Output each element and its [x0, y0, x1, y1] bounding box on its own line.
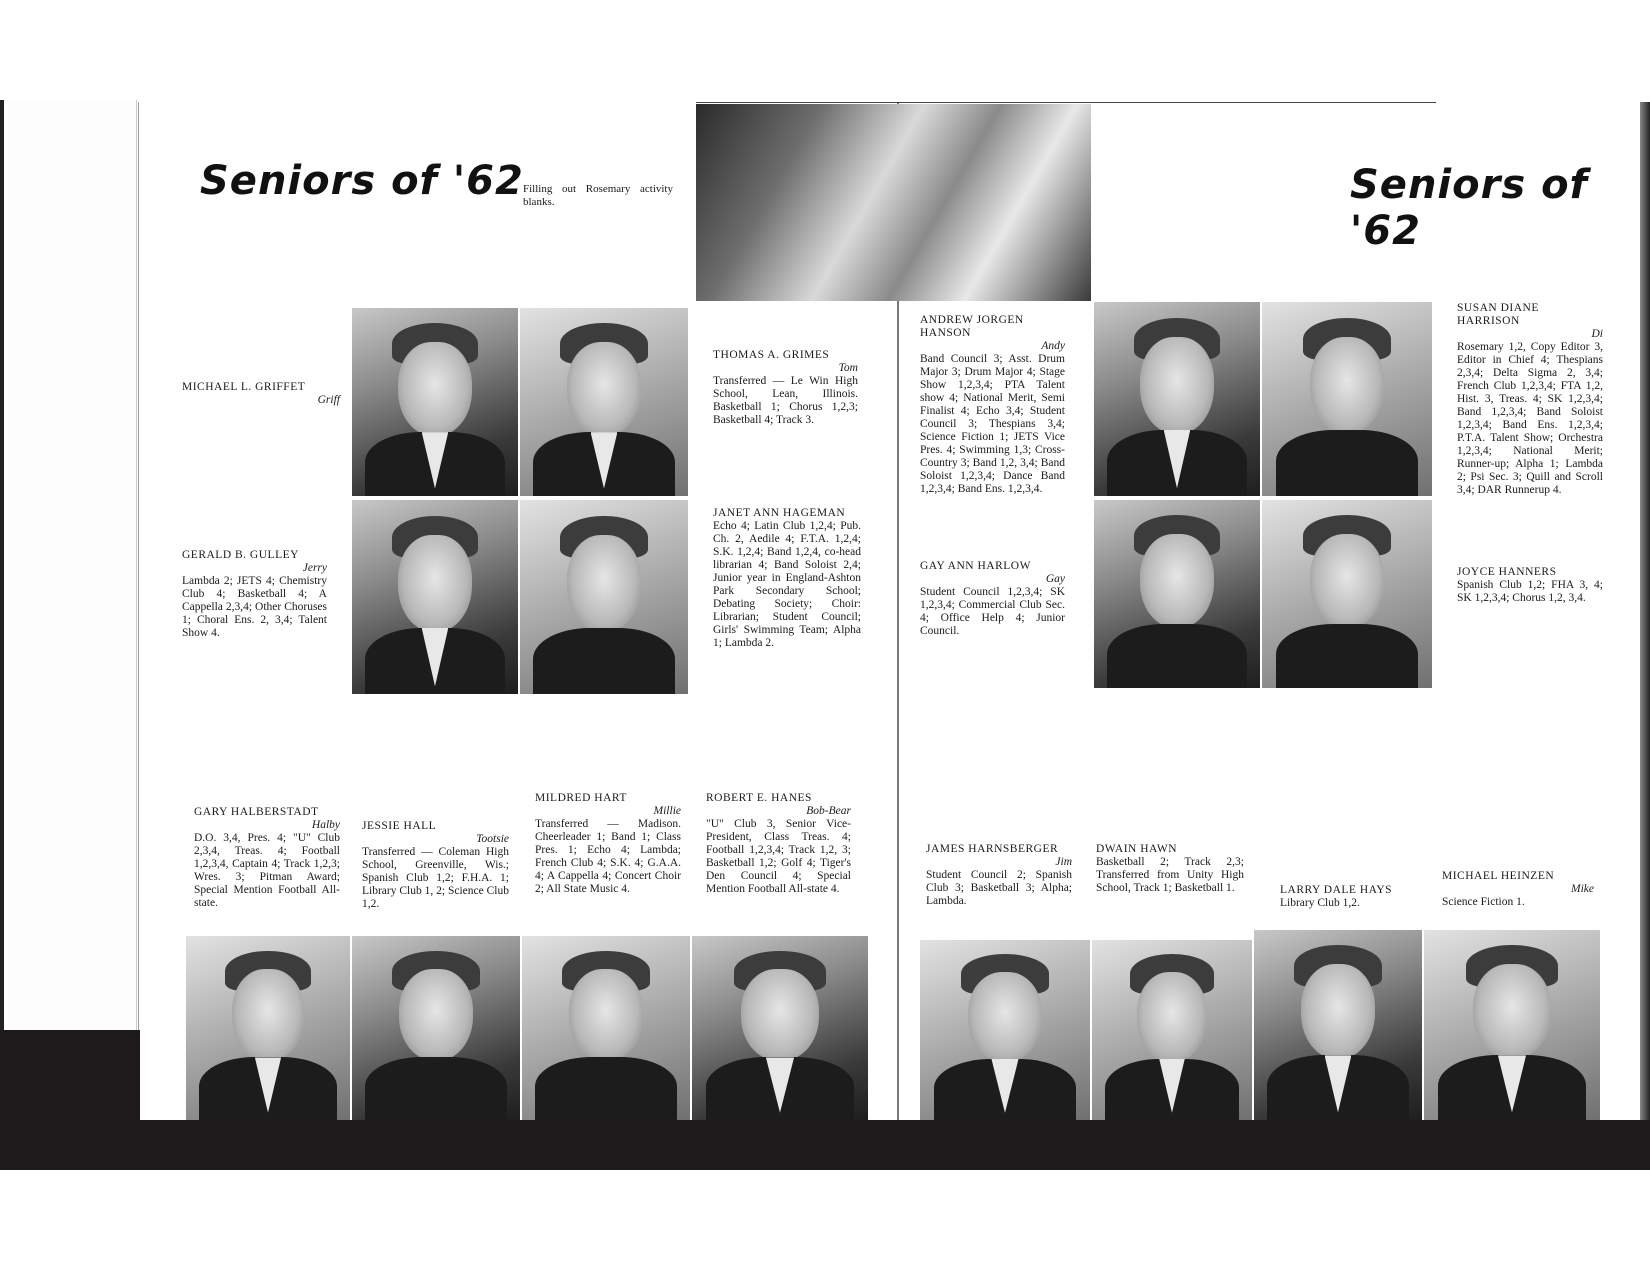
senior-activities: Basketball 2; Track 2,3; Transferred from Unity High School, Track 1; Basketball 1.	[1096, 856, 1244, 894]
senior-name: JAMES HARNSBERGER	[926, 843, 1059, 855]
senior-entry	[1096, 843, 1244, 895]
senior-name: MICHAEL L. GRIFFET	[182, 381, 306, 393]
senior-nickname: Gay	[1045, 573, 1065, 585]
candid-photo-caption: Filling out Rosemary activity blanks.	[523, 183, 673, 208]
senior-nickname: Di	[1591, 328, 1603, 340]
senior-activities: "U" Club 3, Senior Vice-President, Class Treas. 4; Football 1,2,3,4; Track 1,2, 3; Basketball 1,2; Golf 4; Tiger's Den Council 4; Special Mention Football All-state 4.	[706, 818, 851, 895]
senior-entry	[535, 792, 681, 896]
portrait-hall	[352, 936, 520, 1120]
senior-nickname: Bob-Bear	[806, 805, 851, 817]
senior-nickname: Tom	[838, 362, 858, 374]
senior-entry	[362, 820, 509, 911]
senior-name: GARY HALBERSTADT	[194, 806, 319, 818]
portrait-hays	[1254, 930, 1422, 1120]
scan-background	[0, 1120, 1650, 1170]
candid-photo	[696, 104, 1091, 301]
senior-entry	[713, 349, 858, 427]
portrait-grimes	[520, 308, 688, 496]
senior-name: JANET ANN HAGEMAN	[713, 507, 846, 519]
senior-name: JOYCE HANNERS	[1457, 566, 1557, 578]
previous-page-edge	[8, 100, 137, 1040]
senior-nickname: Griff	[317, 394, 340, 406]
senior-activities: Band Council 3; Asst. Drum Major 3; Drum Major 4; Stage Show 1,2,3,4; PTA Talent show 4; National Merit, Semi Finalist 4; Echo 3,4; Student Council 3; Thespians 3,4; Science Fiction 1; JETS Vice Pres. 4; Swimming 1,3; Cross-Country 3; Band 1,2, 3,4; Band Soloist 1,2,3,4; Dance Band 1,2,3,4; Band Ens. 1,2,3,4.	[920, 353, 1065, 495]
senior-name: MILDRED HART	[535, 792, 627, 804]
portrait-harnsberger	[920, 940, 1090, 1120]
senior-nickname: Tootsie	[476, 833, 509, 845]
scan-background-corner	[0, 1030, 140, 1130]
portrait-hanson	[1094, 302, 1260, 496]
senior-name: LARRY DALE HAYS	[1280, 884, 1393, 896]
portrait-harrison	[1262, 302, 1432, 496]
senior-nickname: Jim	[1055, 856, 1072, 868]
senior-activities: Spanish Club 1,2; FHA 3, 4; SK 1,2,3,4; Chorus 1,2, 3,4.	[1457, 579, 1603, 604]
senior-nickname: Mike	[1571, 883, 1594, 895]
portrait-hart	[522, 936, 690, 1120]
senior-nickname: Millie	[653, 805, 681, 817]
senior-entry	[1457, 302, 1603, 497]
senior-entry	[194, 806, 340, 910]
portrait-hawn	[1092, 940, 1252, 1120]
right-page-title: Seniors of '62	[1350, 162, 1588, 254]
senior-activities: Science Fiction 1.	[1442, 896, 1525, 908]
senior-entry	[920, 560, 1065, 638]
senior-name: GAY ANN HARLOW	[920, 560, 1031, 572]
portrait-halberstadt	[186, 936, 350, 1120]
senior-entry	[1280, 884, 1426, 910]
senior-name: DWAIN HAWN	[1096, 843, 1178, 855]
senior-activities: Lambda 2; JETS 4; Chemistry Club 4; Basketball 4; A Cappella 2,3,4; Other Choruses 1; Choral Ens. 2, 3,4; Talent Show 4.	[182, 575, 327, 639]
senior-entry	[920, 314, 1065, 496]
senior-name: ROBERT E. HANES	[706, 792, 812, 804]
senior-name: JESSIE HALL	[362, 820, 437, 832]
senior-activities: Student Council 1,2,3,4; SK 1,2,3,4; Commercial Club Sec. 4; Office Help 4; Junior Council.	[920, 586, 1065, 637]
senior-entry	[706, 792, 851, 896]
senior-name: THOMAS A. GRIMES	[713, 349, 830, 361]
portrait-harlow	[1094, 500, 1260, 688]
senior-entry	[1457, 566, 1603, 605]
senior-nickname: Andy	[1041, 340, 1065, 352]
portrait-gulley	[352, 500, 518, 694]
senior-entry	[182, 381, 340, 407]
senior-entry	[926, 843, 1072, 908]
senior-name: MICHAEL HEINZEN	[1442, 870, 1555, 882]
left-page-title: Seniors of '62	[200, 158, 524, 204]
senior-activities: Echo 4; Latin Club 1,2,4; Pub. Ch. 2, Aedile 4; F.T.A. 1,2,4; S.K. 1,2,4; Band 1,2,4, co-head librarian 4; Band Soloist 2,4; Junior year in England-Ashton Park Secondary School; Debating Society; Choir: Librarian; Student Council; Girls' Swimming Team; Alpha 1; Lambda 2.	[713, 520, 861, 649]
senior-nickname: Jerry	[302, 562, 327, 574]
portrait-hanners	[1262, 500, 1432, 688]
senior-entry	[713, 507, 861, 650]
portrait-hanes	[692, 936, 868, 1120]
portrait-griffet	[352, 308, 518, 496]
senior-activities: Transferred — Coleman High School, Greenville, Wis.; Spanish Club 1,2; F.H.A. 1; Library Club 1, 2; Science Club 1,2.	[362, 846, 509, 910]
portrait-hageman	[520, 500, 688, 694]
senior-entry	[1442, 870, 1594, 909]
senior-activities: Student Council 2; Spanish Club 3; Basketball 3; Alpha; Lambda.	[926, 869, 1072, 907]
senior-activities: Rosemary 1,2, Copy Editor 3, Editor in Chief 4; Thespians 2,3,4; Delta Sigma 2, 3,4; French Club 1,2,3,4; FTA 1,2, Hist. 3, Treas. 4; SK 1,2,3,4; Band 1,2,3,4; Band Soloist 1,2,3,4; Band Ens. 1,2,3,4; P.T.A. Talent Show; Orchestra 1,2,3,4; National Merit; Runner-up; Alpha 1; Lambda 2; Psi Sec. 3; Quill and Scroll 3,4; DAR Runnerup 4.	[1457, 341, 1603, 496]
portrait-heinzen	[1424, 930, 1600, 1120]
senior-name: GERALD B. GULLEY	[182, 549, 299, 561]
senior-nickname: Halby	[311, 819, 340, 831]
senior-entry	[182, 549, 327, 640]
senior-name: SUSAN DIANE HARRISON	[1457, 302, 1539, 327]
senior-activities: Library Club 1,2.	[1280, 897, 1360, 909]
next-page-edge	[1640, 102, 1650, 1122]
scan-edge	[0, 100, 4, 1040]
senior-activities: D.O. 3,4, Pres. 4; "U" Club 2,3,4, Treas. 4; Football 1,2,3,4, Captain 4; Track 1,2,3; Wres. 3; Pitman Award; Special Mention Football All-state.	[194, 832, 340, 909]
senior-activities: Transferred — Madison. Cheerleader 1; Band 1; Class Pres. 1; Echo 4; Lambda; French Club 4; S.K. 4; G.A.A. 4; A Cappella 4; Concert Choir 2; All State Music 4.	[535, 818, 681, 895]
senior-name: ANDREW JORGEN HANSON	[920, 314, 1024, 339]
senior-activities: Transferred — Le Win High School, Lean, Illinois. Basketball 1; Chorus 1,2,3; Basketball 4; Track 3.	[713, 375, 858, 426]
top-rule	[696, 102, 1436, 103]
